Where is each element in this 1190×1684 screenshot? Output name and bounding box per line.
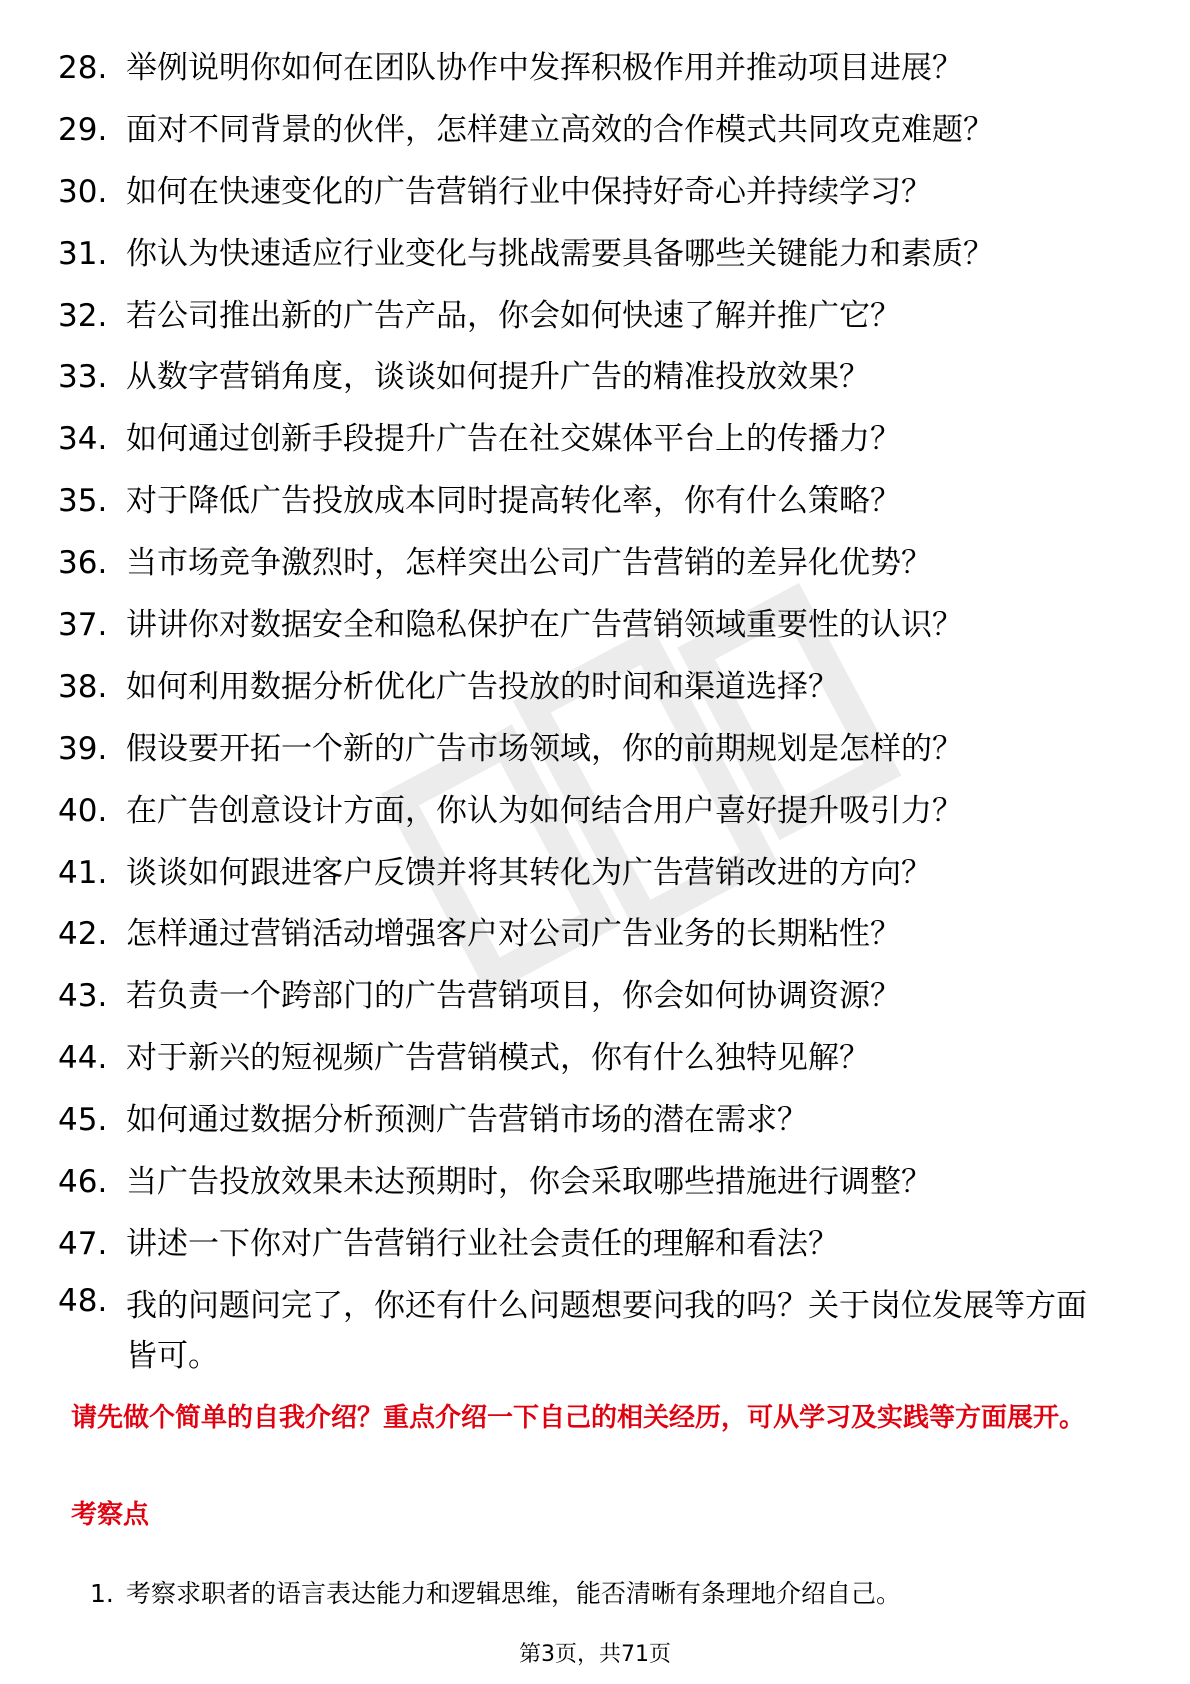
question-text: 对于降低广告投放成本同时提高转化率，你有什么策略？ <box>126 483 901 520</box>
question-text: 讲讲你对数据安全和隐私保护在广告营销领域重要性的认识？ <box>126 607 963 644</box>
question-text: 若公司推出新的广告产品，你会如何快速了解并推广它？ <box>126 297 901 334</box>
question-text: 对于新兴的短视频广告营销模式，你有什么独特见解？ <box>126 1040 870 1077</box>
question-item <box>0 1281 1190 1381</box>
question-item <box>0 481 1190 521</box>
question-number: 43. <box>58 978 108 1015</box>
question-number: 42. <box>58 916 108 953</box>
section-title: 考察点 <box>71 1500 150 1530</box>
question-number: 40. <box>58 792 108 829</box>
question-item <box>0 853 1190 893</box>
question-number: 34. <box>58 421 108 458</box>
question-text: 当市场竞争激烈时，怎样突出公司广告营销的差异化优势？ <box>126 545 932 582</box>
point-text: 考察求职者的语言表达能力和逻辑思维，能否清晰有条理地介绍自己。 <box>126 1579 902 1608</box>
question-item <box>0 605 1190 645</box>
question-number: 33. <box>58 359 108 396</box>
question-number: 36. <box>58 545 108 582</box>
question-item <box>0 543 1190 583</box>
question-item <box>0 791 1190 831</box>
question-text: 从数字营销角度，谈谈如何提升广告的精准投放效果？ <box>126 359 870 396</box>
question-number: 30. <box>58 173 108 210</box>
question-item <box>0 234 1190 274</box>
question-item <box>0 1100 1190 1140</box>
question-number: 35. <box>58 483 108 520</box>
question-text: 你认为快速适应行业变化与挑战需要具备哪些关键能力和素质？ <box>126 235 994 272</box>
question-text: 怎样通过营销活动增强客户对公司广告业务的长期粘性？ <box>126 916 901 953</box>
question-item <box>0 357 1190 397</box>
question-number: 31. <box>58 235 108 272</box>
question-item <box>0 1224 1190 1264</box>
question-item <box>0 419 1190 459</box>
question-number: 39. <box>58 730 108 767</box>
question-item <box>0 976 1190 1016</box>
question-item <box>0 729 1190 769</box>
question-text: 若负责一个跨部门的广告营销项目，你会如何协调资源？ <box>126 978 901 1015</box>
question-number: 48. <box>58 1282 108 1319</box>
question-text: 假设要开拓一个新的广告市场领域，你的前期规划是怎样的？ <box>126 730 963 767</box>
question-text: 举例说明你如何在团队协作中发挥积极作用并推动项目进展？ <box>126 50 963 86</box>
question-list <box>0 48 1190 1403</box>
question-item <box>0 296 1190 336</box>
question-text: 如何通过创新手段提升广告在社交媒体平台上的传播力？ <box>126 421 901 458</box>
question-item <box>0 110 1190 150</box>
question-text: 如何通过数据分析预测广告营销市场的潜在需求？ <box>126 1102 808 1139</box>
question-number: 46. <box>58 1164 108 1201</box>
question-text: 我的问题问完了，你还有什么问题想要问我的吗？关于岗位发展等方面皆可。 <box>126 1287 1087 1374</box>
question-text: 谈谈如何跟进客户反馈并将其转化为广告营销改进的方向？ <box>126 854 932 891</box>
question-text: 面对不同背景的伙伴，怎样建立高效的合作模式共同攻克难题？ <box>126 111 994 148</box>
question-text: 当广告投放效果未达预期时，你会采取哪些措施进行调整？ <box>126 1164 932 1201</box>
question-number: 29. <box>58 111 108 148</box>
question-number: 47. <box>58 1225 108 1262</box>
question-text: 讲述一下你对广告营销行业社会责任的理解和看法？ <box>126 1225 839 1262</box>
question-number: 41. <box>58 854 108 891</box>
question-item <box>0 1038 1190 1078</box>
point-number: 1. <box>90 1579 114 1608</box>
question-item <box>0 667 1190 707</box>
question-item <box>0 1162 1190 1202</box>
interview-prompt: 请先做个简单的自我介绍？重点介绍一下自己的相关经历，可从学习及实践等方面展开。 <box>71 1403 1086 1433</box>
question-number: 45. <box>58 1102 108 1139</box>
question-number: 28. <box>58 50 108 86</box>
question-text: 如何在快速变化的广告营销行业中保持好奇心并持续学习？ <box>126 173 932 210</box>
question-text: 如何利用数据分析优化广告投放的时间和渠道选择？ <box>126 668 839 705</box>
question-item <box>0 914 1190 954</box>
question-number: 38. <box>58 668 108 705</box>
question-number: 32. <box>58 297 108 334</box>
question-text: 在广告创意设计方面，你认为如何结合用户喜好提升吸引力？ <box>126 792 963 829</box>
question-item <box>0 172 1190 212</box>
page-footer: 第3页，共71页 <box>519 1642 671 1667</box>
question-number: 37. <box>58 607 108 644</box>
question-number: 44. <box>58 1040 108 1077</box>
question-item <box>0 48 1190 88</box>
